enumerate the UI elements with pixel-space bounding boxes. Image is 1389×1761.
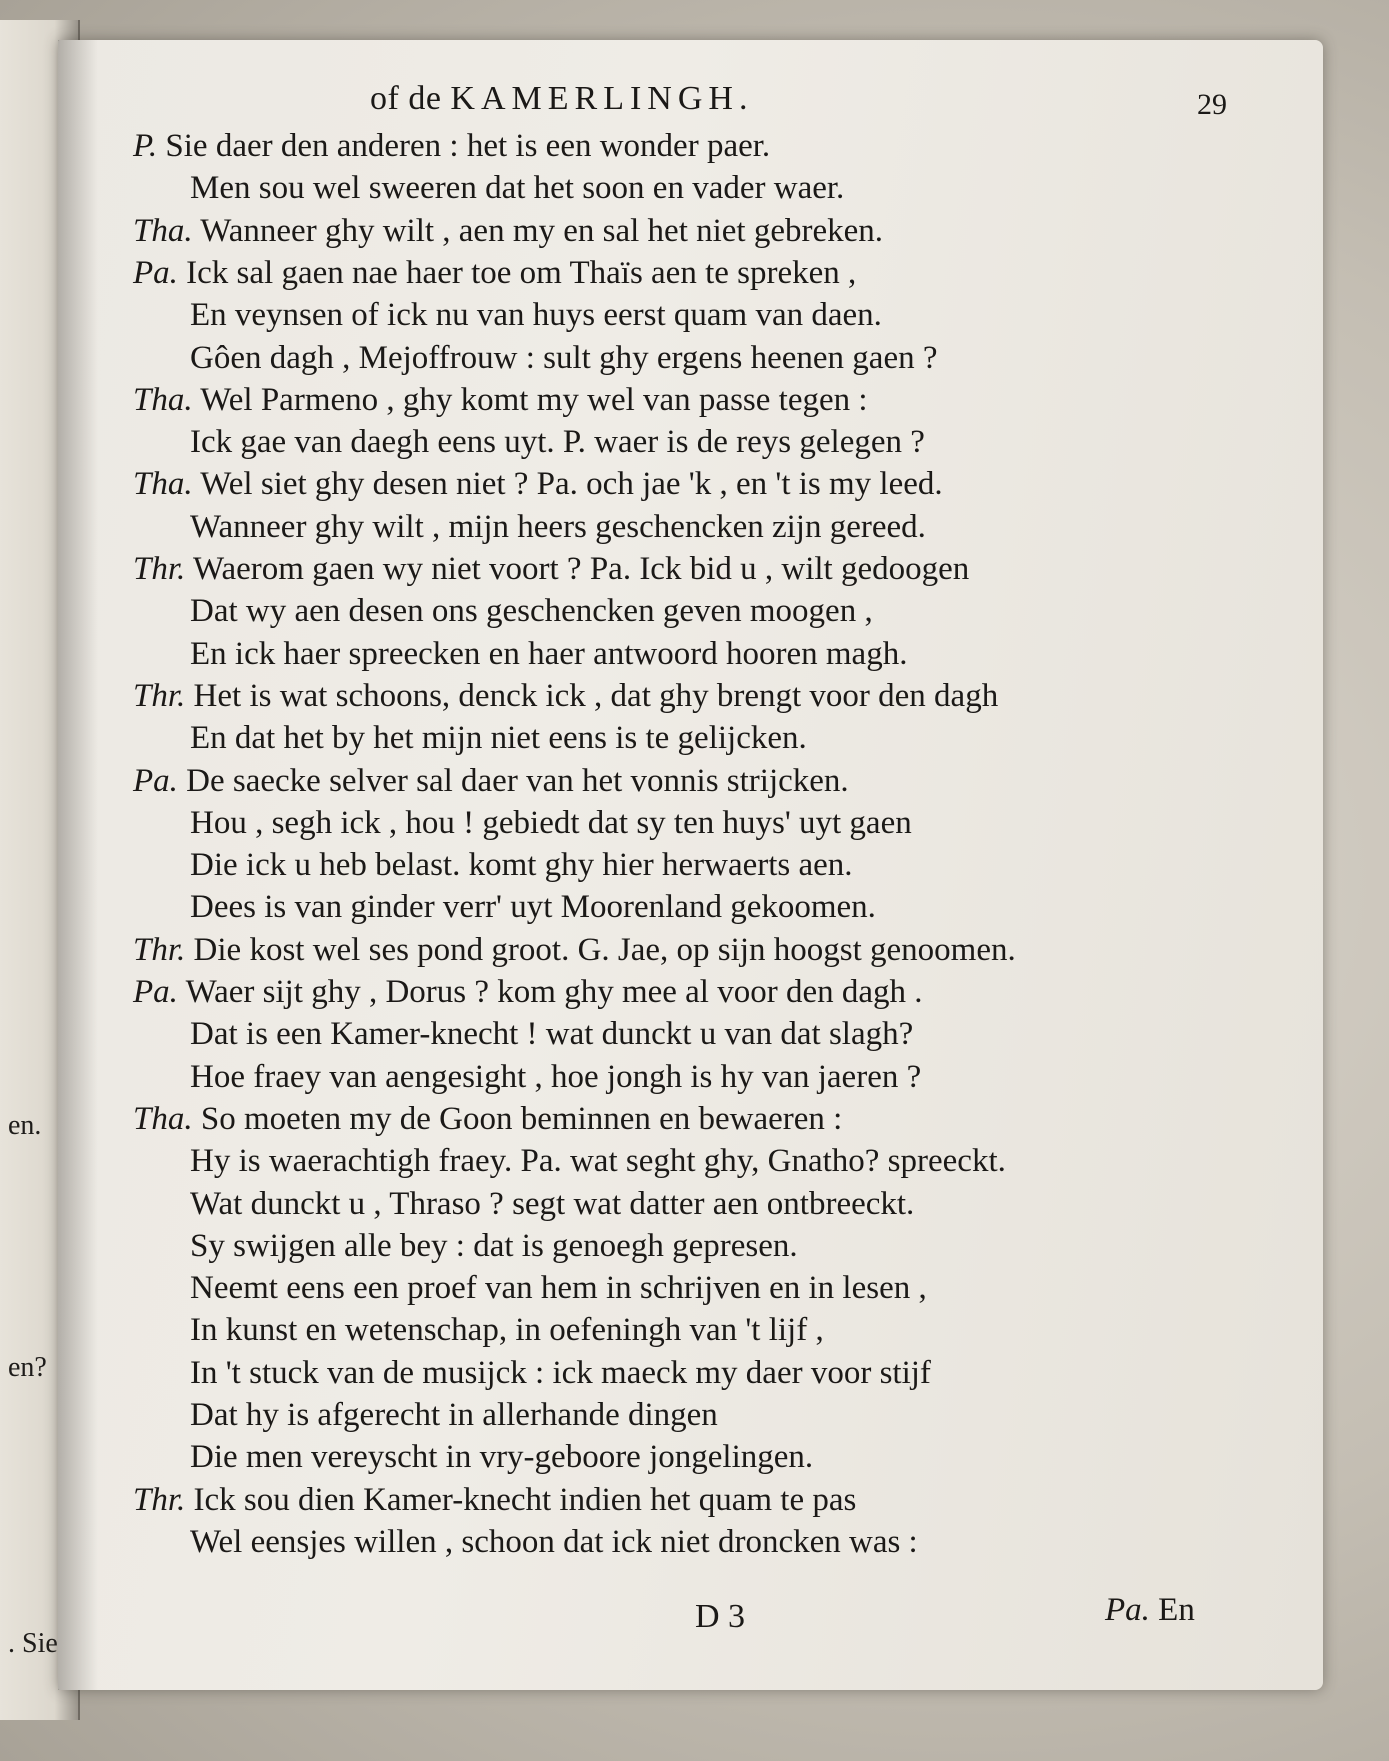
verse-line [190,339,938,376]
page-gutter-shadow [58,40,98,1690]
line-text: Wat dunckt u , Thraso ? segt wat datter aen ontbreeckt. [190,1185,915,1222]
verse-line [190,426,925,459]
header-prefix: of de [370,80,442,117]
verse-line [133,1481,857,1518]
verse-line [190,722,807,755]
line-text: Hy is waerachtigh fraey. Pa. wat seght ghy, Gnatho? spreeckt. [190,1143,1006,1180]
verse-line [190,1018,913,1051]
verse-line [190,1399,718,1432]
prev-page-fragment: . Sie [8,1628,58,1659]
line-text: In kunst en wetenschap, in oefeningh van 't lijf , [190,1312,824,1349]
line-text: En ick haer spreecken en haer antwoord hooren magh. [190,635,908,672]
line-text: Wel siet ghy desen niet ? Pa. och jae 'k , en 't is my leed. [192,466,943,503]
speaker-label: Thr. [133,931,186,968]
line-text: Die kost wel ses pond groot. G. Jae, op sijn hoogst genoomen. [185,931,1016,968]
line-text: Sie daer den anderen : het is een wonder paer. [157,128,771,164]
line-text: En dat het by het mijn niet eens is te gelijcken. [190,720,807,757]
speaker-label: Tha. [133,381,193,418]
line-text: Dat hy is afgerecht in allerhande dingen [190,1397,718,1433]
line-text: Waerom gaen wy niet voort ? Pa. Ick bid u , wilt gedoogen [185,551,970,587]
line-text: Die men vereyscht in vry-geboore jongelingen. [190,1439,814,1476]
verse-line [190,595,873,628]
speaker-label: Pa. [133,254,178,291]
verse-line [190,804,912,841]
verse-line [133,468,943,501]
speaker-label: Tha. [133,1100,193,1137]
verse-line [190,635,908,672]
speaker-label: P. [133,128,158,164]
line-text: Die ick u heb belast. komt ghy hier herwaerts aen. [190,847,853,884]
verse-line [133,1100,843,1137]
verse-line [190,1185,915,1222]
line-text: Wel eensjes willen , schoon dat ick niet droncken was : [190,1523,918,1560]
verse-line [133,976,923,1009]
verse-line [133,212,884,249]
line-text: En veynsen of ick nu van huys eerst quam van daen. [190,297,882,334]
line-text: Waer sijt ghy , Dorus ? kom ghy mee al voor den dagh . [177,974,923,1010]
verse-line [190,1227,798,1264]
verse-line [190,1523,918,1560]
speaker-label: Pa. [133,974,178,1010]
line-text: Ick sou dien Kamer-knecht indien het quam te pas [185,1481,857,1518]
verse-line [190,1354,931,1391]
verse-line [190,1441,813,1474]
line-text: De saecke selver sal daer van het vonnis strijcken. [177,762,849,799]
verse-line [190,1314,824,1347]
line-text: In 't stuck van de musijck : ick maeck my daer voor stijf [190,1354,931,1391]
verse-line [190,891,876,924]
verse-line [190,508,926,545]
speaker-label: Thr. [133,677,186,714]
speaker-label: Pa. [133,762,178,799]
speaker-label: Thr. [133,551,186,587]
running-header [370,80,753,118]
line-text: Gôen dagh , Mejoffrouw : sult ghy ergens heenen gaen ? [190,339,938,376]
line-text: Sy swijgen alle bey : dat is genoegh gepresen. [190,1227,798,1264]
verse-line [133,677,999,714]
verse-line [133,762,849,799]
line-text: Neemt eens een proef van hem in schrijven en in lesen , [190,1270,927,1307]
verse-line [190,1272,927,1305]
line-text: Dat is een Kamer-knecht ! wat dunckt u van dat slagh? [190,1016,914,1053]
verse-line [133,381,868,418]
line-text: Wel Parmeno , ghy komt my wel van passe tegen : [192,381,868,418]
line-text: Hoe fraey van aengesight , hoe jongh is hy van jaeren ? [190,1058,922,1095]
prev-page-fragment: en? [8,1352,47,1383]
verse-line [190,1058,922,1095]
speaker-label: Tha. [133,212,193,249]
verse-line [133,254,857,291]
catchword-text: En [1149,1592,1195,1628]
verse-line [190,299,882,332]
verse-line [190,1145,1006,1178]
prev-page-fragment: en. [8,1110,42,1141]
page-number: 29 [1197,88,1227,121]
signature-mark: D 3 [695,1598,746,1635]
line-text: Men sou wel sweeren dat het soon en vader waer. [190,170,845,207]
line-text: Ick sal gaen nae haer toe om Thaïs aen te spreken , [177,254,857,291]
line-text: Wanneer ghy wilt , aen my en sal het niet gebreken. [192,212,884,249]
header-title: KAMERLINGH. [450,80,754,117]
line-text: Het is wat schoons, denck ick , dat ghy brengt voor den dagh [185,677,999,714]
catchword [1105,1592,1195,1629]
line-text: Dees is van ginder verr' uyt Moorenland gekoomen. [190,889,876,926]
verse-line [190,849,853,882]
verse-line [133,931,1016,968]
line-text: So moeten my de Goon beminnen en bewaeren : [192,1100,843,1137]
verse-line [190,172,844,205]
line-text: Ick gae van daegh eens uyt. P. waer is de reys gelegen ? [190,424,925,461]
line-text: Dat wy aen desen ons geschencken geven moogen , [190,593,873,630]
verse-line [133,553,969,586]
verse-line [133,130,770,163]
speaker-label: Tha. [133,466,193,503]
line-text: Hou , segh ick , hou ! gebiedt dat sy ten huys' uyt gaen [190,804,912,841]
speaker-label: Thr. [133,1481,186,1518]
catchword-speaker: Pa. [1105,1592,1150,1628]
line-text: Wanneer ghy wilt , mijn heers geschencken zijn gereed. [190,508,926,545]
